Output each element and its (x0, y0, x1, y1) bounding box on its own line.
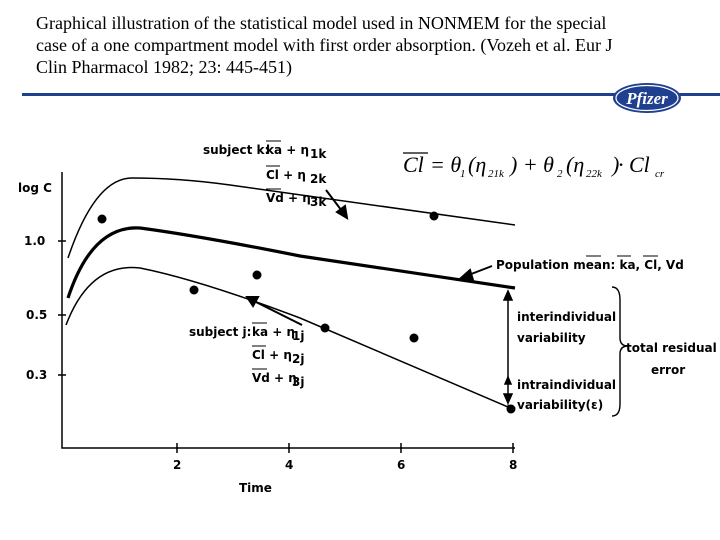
eq-paren2: (η (566, 152, 585, 177)
ytick-label-2: 0.5 (26, 308, 48, 322)
interindividual-label-1: interindividual (517, 310, 617, 324)
eq-sub-cr: cr (655, 168, 665, 180)
subject-j-ka: ka + η (252, 325, 296, 339)
ytick-label-3: 0.3 (26, 368, 48, 382)
xtick-label-2: 2 (173, 458, 182, 472)
subject-j-vd: Vd + η (252, 371, 297, 385)
subject-j-label: subject j: (189, 325, 252, 339)
subject-k-label: subject k: (203, 143, 270, 157)
ytick-label-1: 1.0 (24, 234, 46, 248)
subject-k-vd: Vd + η (266, 191, 311, 205)
population-mean-label: Population mean: ka, Cl, Vd (496, 258, 684, 272)
observation-point (430, 212, 439, 221)
title-line-2: case of a one compartment model with first order absorption. (Vozeh et al. Eur J (36, 35, 613, 55)
intra-arrow-up (505, 377, 511, 384)
eq-sub-22k: 22k (586, 168, 602, 180)
axis-lines (62, 172, 515, 448)
subject-j-arrowhead (247, 297, 258, 306)
eq-sub-1: 1 (460, 168, 466, 180)
subject-j-cl: Cl + η (252, 348, 292, 362)
subject-j-cl-sub: 2j (292, 352, 305, 366)
subject-j-ka-sub: 1j (292, 329, 305, 343)
subject-k-vd-sub: 3k (310, 195, 327, 209)
eq-theta1: = θ (430, 152, 462, 177)
population-arrowhead (461, 270, 473, 280)
xtick-label-6: 6 (397, 458, 406, 472)
observation-point (253, 271, 262, 280)
xtick-label-8: 8 (509, 458, 518, 472)
population-mean-curve (68, 228, 515, 298)
eq-sub-2: 2 (557, 168, 563, 180)
subject-k-cl-sub: 2k (310, 172, 327, 186)
interindividual-label-2: variability (517, 331, 586, 345)
total-error-label-1: total residual (626, 341, 717, 355)
subject-k-ka: ka + η (266, 143, 310, 157)
eq-paren1: (η (468, 152, 487, 177)
xtick-label-4: 4 (285, 458, 294, 472)
logo-text: Pfizer (626, 89, 668, 108)
eq-lhs: Cl (403, 152, 424, 177)
observation-point (410, 334, 419, 343)
eq-theta2: ) + θ (510, 152, 554, 177)
intraindividual-label-2: variability(ε) (517, 398, 604, 412)
subject-j-vd-sub: 3j (292, 375, 305, 389)
title-line-1: Graphical illustration of the statistical model used in NONMEM for the special (36, 13, 607, 33)
y-axis-label: log C (18, 181, 52, 195)
subject-k-curve (68, 178, 515, 258)
observation-point (190, 286, 199, 295)
eq-close: ) (612, 152, 620, 177)
title-line-3: Clin Pharmacol 1982; 23: 445-451) (36, 57, 292, 77)
total-error-label-2: error (651, 363, 686, 377)
subject-k-cl: Cl + η (266, 168, 306, 182)
observation-point (98, 215, 107, 224)
subject-j-arrow (252, 300, 302, 325)
intraindividual-label-1: intraindividual (517, 378, 617, 392)
clearance-equation (403, 152, 665, 180)
eq-cl: · Cl (618, 152, 650, 177)
subject-k-ka-sub: 1k (310, 147, 327, 161)
eq-sub-21k: 21k (488, 168, 504, 180)
observation-point (321, 324, 330, 333)
inter-arrow-up (504, 291, 512, 300)
x-axis-label: Time (239, 481, 272, 495)
